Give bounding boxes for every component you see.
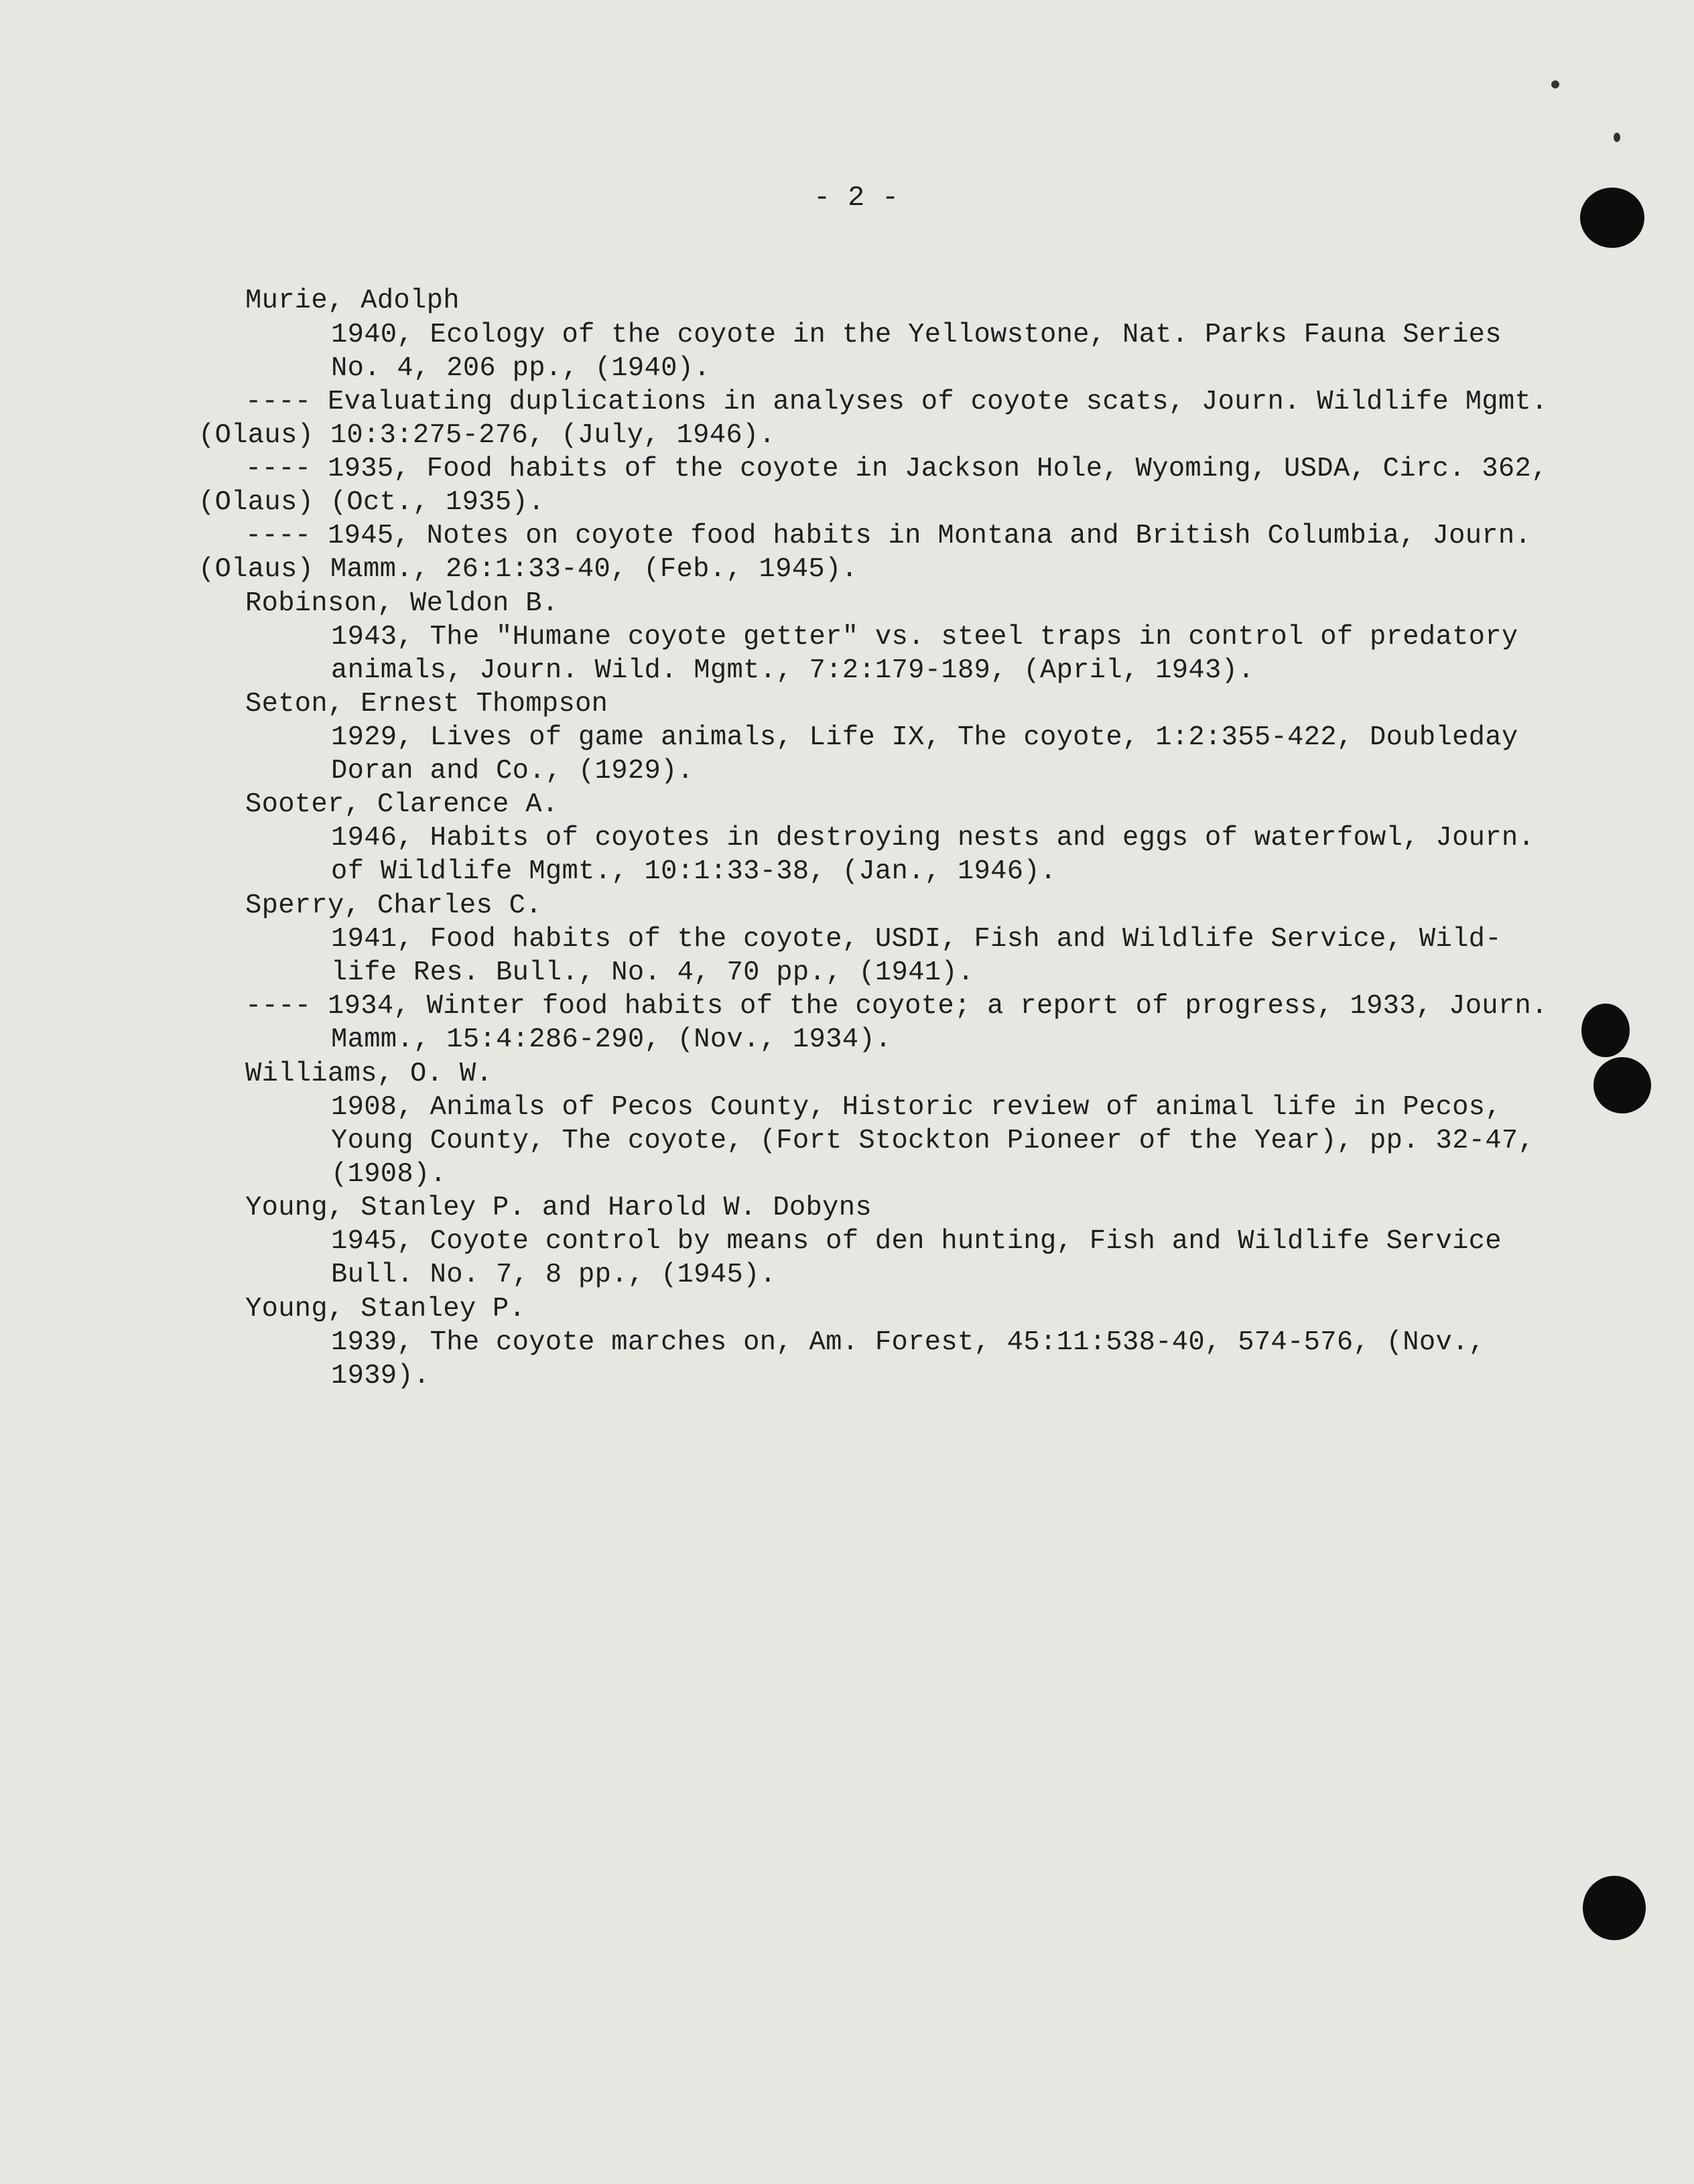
author-heading: Williams, O. W. xyxy=(245,1059,493,1089)
author-heading: Robinson, Weldon B. xyxy=(245,588,559,619)
ink-speck xyxy=(1551,80,1559,88)
page-number: - 2 - xyxy=(813,182,899,214)
citation-line: Young County, The coyote, (Fort Stockton Pioneer of the Year), pp. 32-47, xyxy=(331,1125,1535,1156)
citation-line: (1908). xyxy=(331,1159,447,1190)
citation-line: animals, Journ. Wild. Mgmt., 7:2:179-189, (April, 1943). xyxy=(331,655,1254,686)
citation-line: Doran and Co., (1929). xyxy=(331,756,694,787)
citation-line: 1945, Coyote control by means of den hunting, Fish and Wildlife Service xyxy=(331,1226,1502,1257)
citation-line: ---- 1935, Food habits of the coyote in Jackson Hole, Wyoming, USDA, Circ. 362, xyxy=(245,454,1548,484)
punch-hole xyxy=(1583,1876,1646,1940)
citation-line: life Res. Bull., No. 4, 70 pp., (1941). xyxy=(331,957,974,988)
citation-line: (Olaus) (Oct., 1935). xyxy=(198,487,545,518)
citation-line: 1939, The coyote marches on, Am. Forest, 45:11:538-40, 574-576, (Nov., xyxy=(331,1327,1486,1358)
citation-line: 1946, Habits of coyotes in destroying nests and eggs of waterfowl, Journ. xyxy=(331,823,1535,854)
punch-hole xyxy=(1581,1004,1630,1057)
author-heading: Young, Stanley P. and Harold W. Dobyns xyxy=(245,1192,872,1223)
citation-line: of Wildlife Mgmt., 10:1:33-38, (Jan., 1946). xyxy=(331,856,1057,887)
citation-line: Bull. No. 7, 8 pp., (1945). xyxy=(331,1259,777,1290)
citation-line: (Olaus) 10:3:275-276, (July, 1946). xyxy=(198,420,776,451)
citation-line: 1943, The "Humane coyote getter" vs. steel traps in control of predatory xyxy=(331,622,1518,653)
ink-speck xyxy=(1614,133,1620,142)
citation-line: 1908, Animals of Pecos County, Historic review of animal life in Pecos, xyxy=(331,1092,1502,1123)
citation-line: ---- 1934, Winter food habits of the coyote; a report of progress, 1933, Journ. xyxy=(245,991,1548,1022)
citation-line: No. 4, 206 pp., (1940). xyxy=(331,353,710,384)
citation-line: 1929, Lives of game animals, Life IX, The coyote, 1:2:355-422, Doubleday xyxy=(331,722,1518,753)
citation-line: 1940, Ecology of the coyote in the Yellowstone, Nat. Parks Fauna Series xyxy=(331,320,1502,350)
author-heading: Seton, Ernest Thompson xyxy=(245,689,608,720)
citation-line: ---- Evaluating duplications in analyses of coyote scats, Journ. Wildlife Mgmt. xyxy=(245,387,1548,417)
citation-line: 1939). xyxy=(331,1361,430,1391)
author-heading: Murie, Adolph xyxy=(245,285,460,316)
punch-hole xyxy=(1580,188,1644,248)
citation-line: 1941, Food habits of the coyote, USDI, Fish and Wildlife Service, Wild- xyxy=(331,924,1502,955)
author-heading: Sperry, Charles C. xyxy=(245,890,542,921)
author-heading: Young, Stanley P. xyxy=(245,1294,526,1324)
punch-hole xyxy=(1593,1057,1651,1113)
citation-line: ---- 1945, Notes on coyote food habits in Montana and British Columbia, Journ. xyxy=(245,521,1532,551)
author-heading: Sooter, Clarence A. xyxy=(245,789,559,820)
citation-line: Mamm., 15:4:286-290, (Nov., 1934). xyxy=(331,1024,892,1055)
citation-line: (Olaus) Mamm., 26:1:33-40, (Feb., 1945). xyxy=(198,554,858,585)
